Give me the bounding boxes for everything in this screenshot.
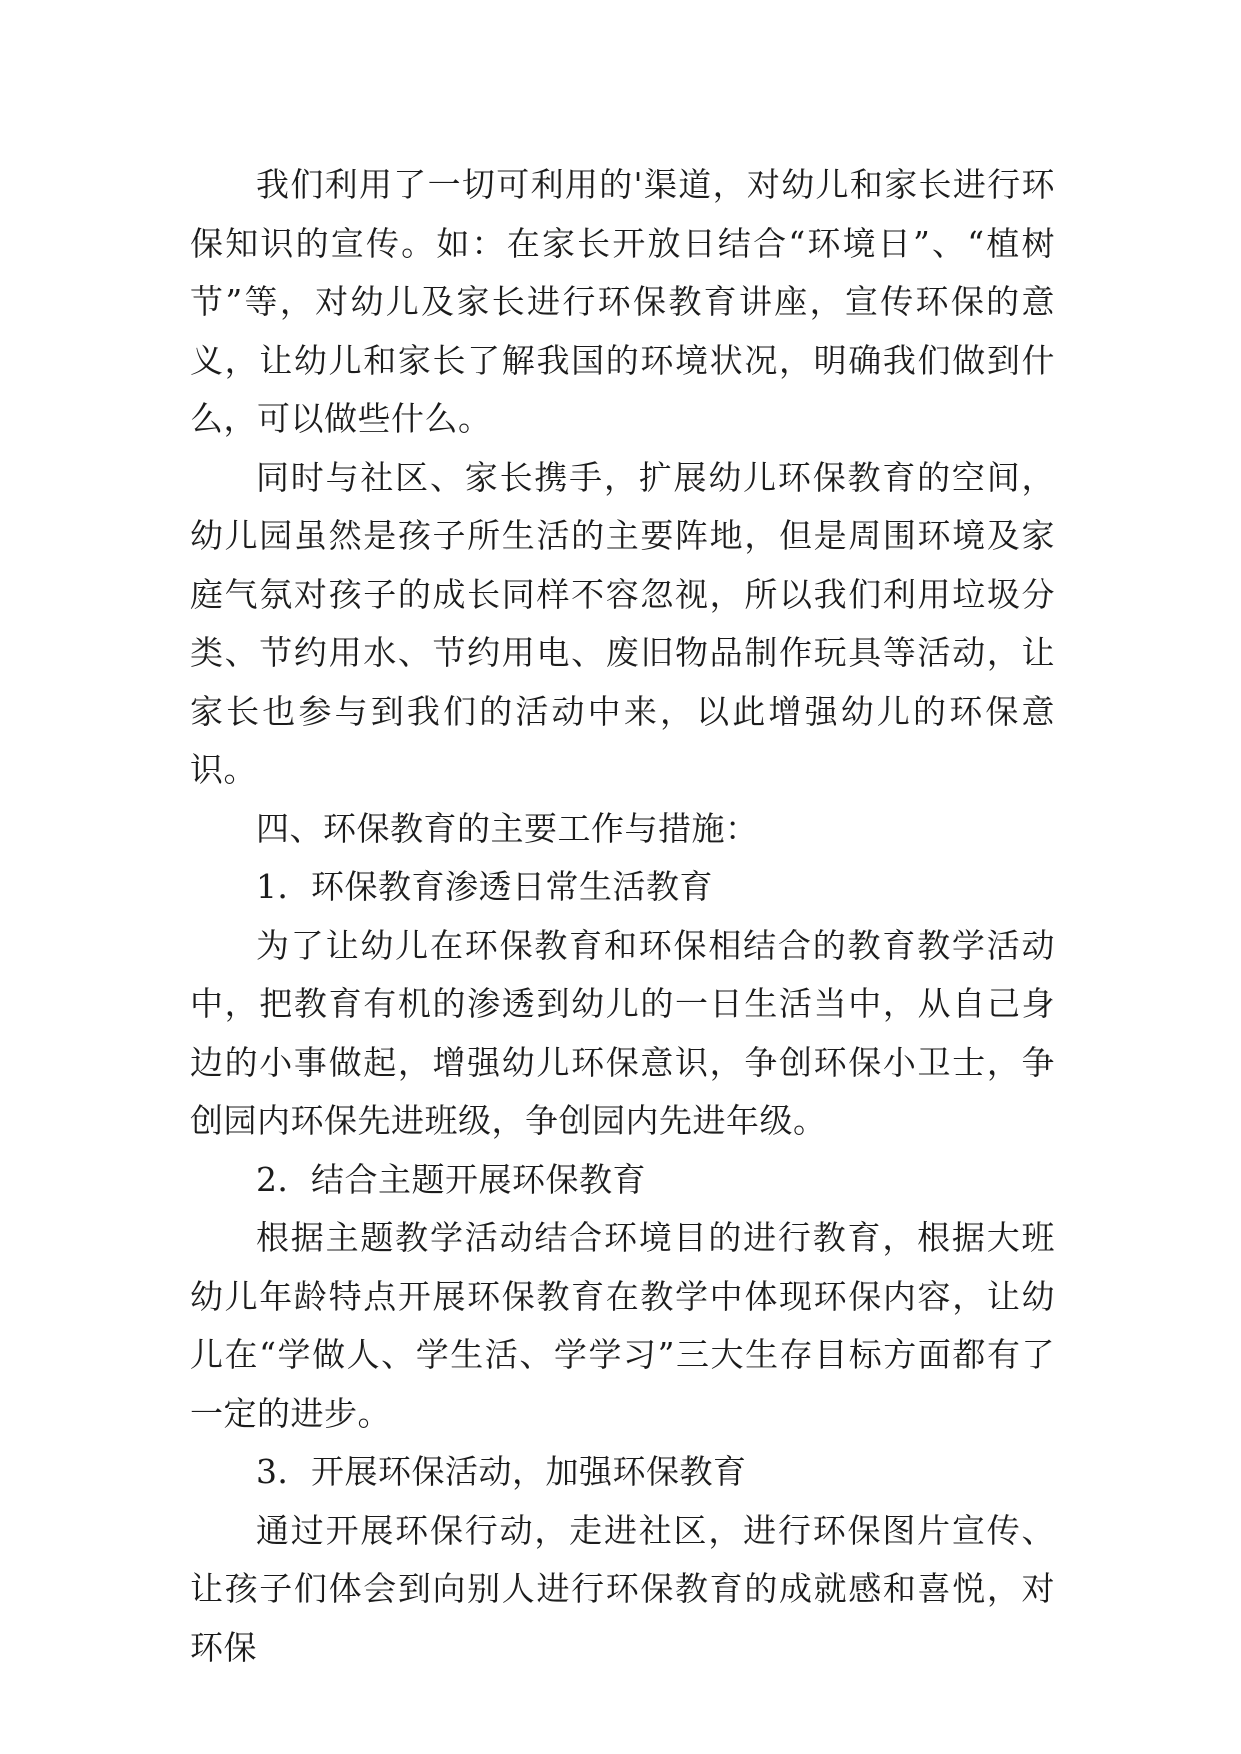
document-body	[190, 156, 1055, 1677]
subheading-activities: 3．开展环保活动，加强环保教育	[256, 1452, 747, 1491]
paragraph-community-cooperation: 同时与社区、家长携手，扩展幼儿环保教育的空间，幼儿园虽然是孩子所生活的主要阵地，但是周围环境及家庭气氛对孩子的成长同样不容忽视，所以我们利用垃圾分类、节约用水、节约用电、废旧物品制作玩具等活动，让家长也参与到我们的活动中来，以此增强幼儿的环保意识。	[190, 457, 1055, 789]
paragraph-theme-education: 根据主题教学活动结合环境目的进行教育，根据大班幼儿年龄特点开展环保教育在教学中体现环保内容，让幼儿在“学做人、学生活、学学习”三大生存目标方面都有了一定的进步。	[190, 1218, 1055, 1433]
subheading-theme-education: 2．结合主题开展环保教育	[256, 1159, 646, 1199]
subheading-daily-life: 1．环保教育渗透日常生活教育	[256, 867, 713, 906]
paragraph-daily-life: 为了让幼儿在环保教育和环保相结合的教育教学活动中，把教育有机的渗透到幼儿的一日生活当中，从自己身边的小事做起，增强幼儿环保意识，争创环保小卫士，争创园内环保先进班级，争创园内先进年级。	[190, 925, 1055, 1140]
paragraph-promotion-channels: 我们利用了一切可利用的'渠道，对幼儿和家长进行环保知识的宣传。如：在家长开放日结合“环境日”、“植树节”等，对幼儿及家长进行环保教育讲座，宣传环保的意义，让幼儿和家长了解我国的环境状况，明确我们做到什么，可以做些什么。	[190, 165, 1055, 438]
section-heading-measures: 四、环保教育的主要工作与措施：	[256, 808, 759, 848]
paragraph-activities: 通过开展环保行动，走进社区，进行环保图片宣传、让孩子们体会到向别人进行环保教育的成就感和喜悦，对环保	[190, 1510, 1055, 1667]
